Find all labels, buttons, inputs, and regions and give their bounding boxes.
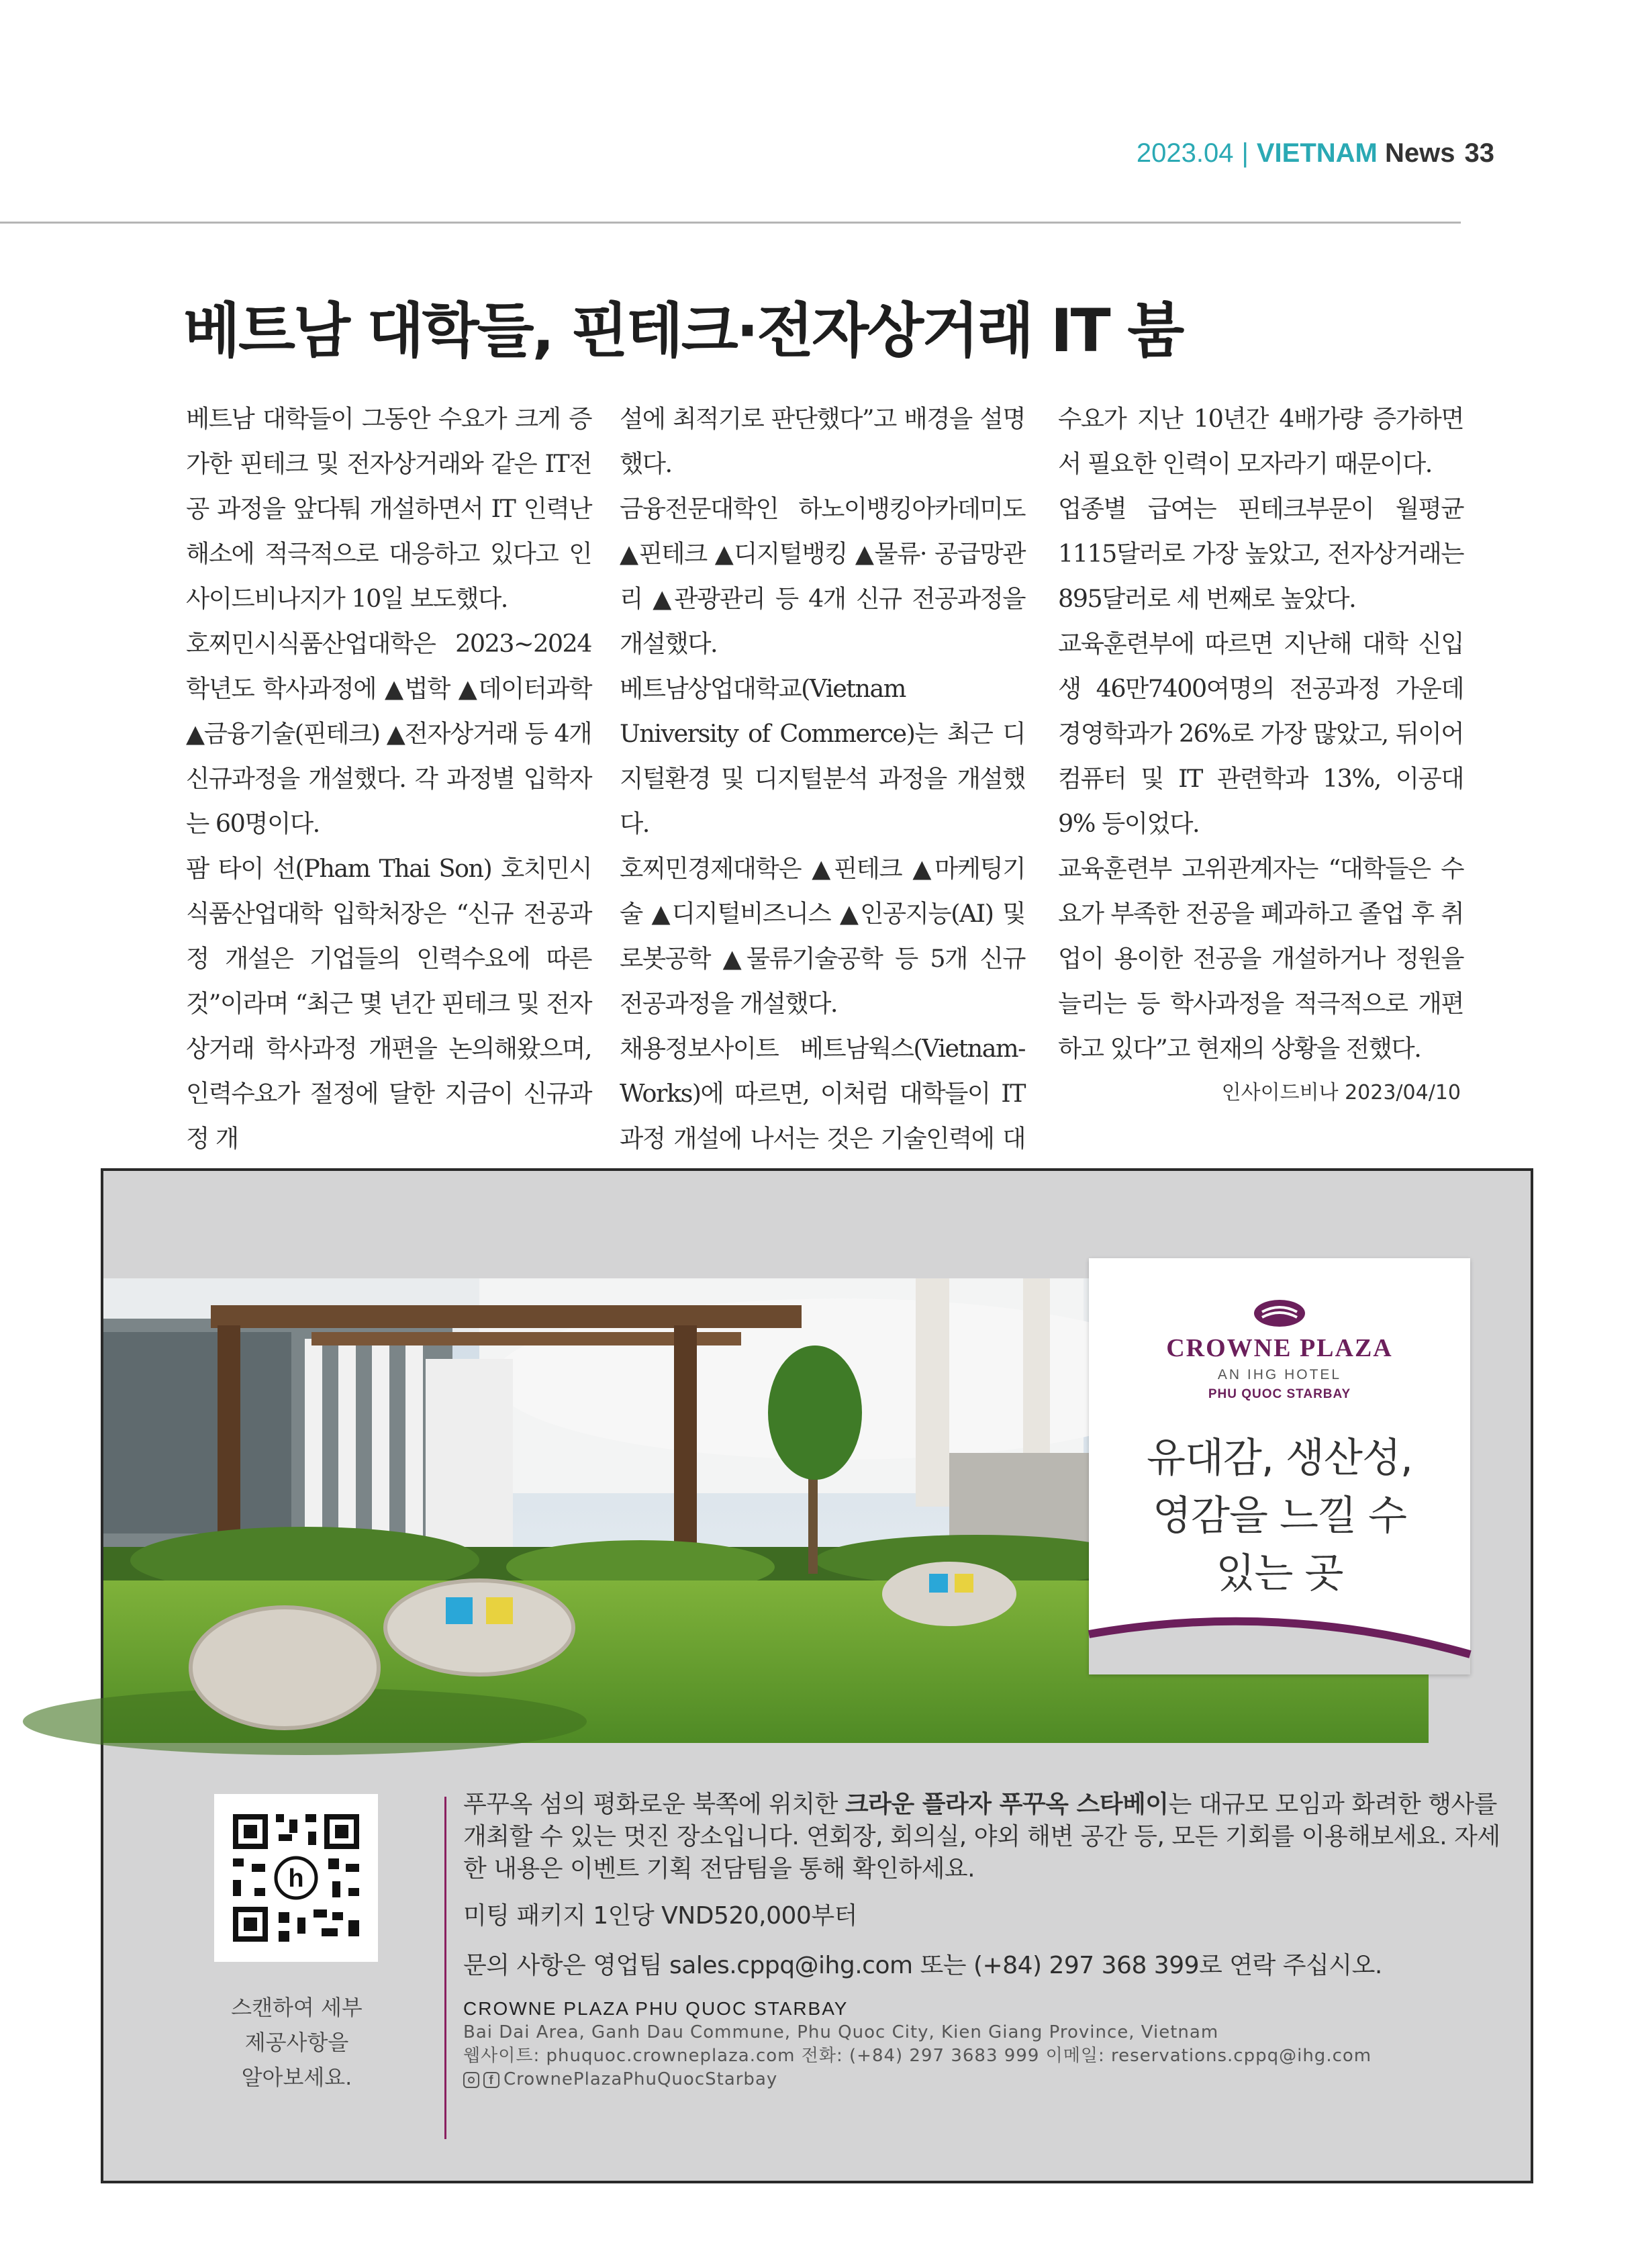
company-name: CROWNE PLAZA PHU QUOC STARBAY: [463, 1998, 849, 2019]
qr-code[interactable]: [214, 1794, 378, 1962]
crowne-plaza-logo-icon: [1253, 1298, 1306, 1328]
article-title: 베트남 대학들, 핀테크·전자상거래 IT 붐: [183, 296, 1183, 365]
paragraph: 베트남상업대학교(Vietnam University of Commerce)는 최근 디지털환경 및 디지털분석 과정을 개설했다.: [620, 674, 1025, 838]
qr-caption: 스캔하여 세부 제공사항을 알아보세요.: [231, 1995, 363, 2090]
social-handle[interactable]: CrownePlazaPhuQuocStarbay: [503, 2069, 778, 2089]
paragraph: 베트남 대학들이 그동안 수요가 크게 증가한 핀테크 및 전자상거래와 같은 IT전공 과정을 앞다퉈 개설하면서 IT 인력난 해소에 적극적으로 대응하고 있다고 인사이드비나지가 10일 보도했다.: [186, 404, 591, 613]
paragraph: 교육훈련부에 따르면 지난해 대학 신입생 46만7400여명의 전공과정 가운데 경영학과가 26%로 가장 많았고, 뒤이어 컴퓨터 및 IT 관련학과 13%, 이공대 9% 등이었다.: [1058, 629, 1463, 838]
section-news: News: [1385, 138, 1455, 168]
issue-date: 2023.04: [1136, 138, 1234, 168]
section-name: VIETNAM: [1256, 138, 1378, 168]
article-column-3: [1058, 396, 1463, 1121]
company-web-phone-email: 웹사이트: phuquoc.crowneplaza.com 전화: (+84) 297 3683 999 이메일: reservations.cppq@ihg.com: [463, 2046, 1372, 2066]
facebook-icon[interactable]: f: [483, 2072, 499, 2088]
paragraph: 호찌민시식품산업대학은 2023~2024학년도 학사과정에 ▲법학 ▲데이터과학 ▲금융기술(핀테크) ▲전자상거래 등 4개 신규과정을 개설했다. 각 과정별 입학자는 60명이다.: [186, 629, 591, 838]
header-rule: [0, 222, 1461, 224]
article-source: 인사이드비나 2023/04/10: [1221, 1081, 1461, 1104]
paragraph: 수요가 지난 10년간 4배가량 증가하면서 필요한 인력이 모자라기 때문이다.: [1058, 404, 1463, 478]
ad-text-block: [463, 1789, 1510, 2091]
paragraph: 업종별 급여는 핀테크부문이 월평균 1115달러로 가장 높았고, 전자상거래는 895달러로 세 번째로 높았다.: [1058, 494, 1463, 613]
paragraph: 설에 최적기로 판단했다”고 배경을 설명했다.: [620, 404, 1025, 478]
svg-text:h: h: [288, 1864, 304, 1893]
hotel-advertisement: [101, 1168, 1533, 2183]
paragraph: 채용정보사이트 베트남웍스(Vietnam-Works)에 따르면, 이처럼 대학들이 IT과정 개설에 나서는 것은 기술인력에 대: [620, 1034, 1025, 1153]
meeting-package: 미팅 패키지 1인당 VND520,000부터: [463, 1902, 857, 1930]
brand-name: CROWNE PLAZA: [1166, 1334, 1393, 1362]
description-text: 는 대규모 모임과 화려한 행사를 개최할 수 있는 멋진 장소입니다. 연회장, 회의실, 야외 해변 공간 등, 모든 기회를 이용해보세요. 자세한 내용은 이벤트 기획 전담팀을 통해 확인하세요.: [463, 1791, 1500, 1883]
header-separator: |: [1241, 138, 1249, 168]
brand-subtitle: AN IHG HOTEL: [1217, 1367, 1342, 1382]
divider-line: [444, 1797, 446, 2139]
description-text: 푸꾸옥 섬의 평화로운 북쪽에 위치한: [463, 1791, 845, 1818]
hotel-name-highlight: 크라운 플라자 푸꾸옥 스타베이: [845, 1791, 1169, 1818]
instagram-icon[interactable]: [463, 2072, 479, 2088]
purple-swoosh-decoration: [1089, 1607, 1470, 1674]
ad-tagline: 유대감, 생산성, 영감을 느낄 수 있는 곳: [1147, 1435, 1412, 1597]
contact-info: 문의 사항은 영업팀 sales.cppq@ihg.com 또는 (+84) 297 368 399로 연락 주십시오.: [463, 1952, 1382, 1979]
article-column-1: [186, 396, 591, 1153]
paragraph: 교육훈련부 고위관계자는 “대학들은 수요가 부족한 전공을 폐과하고 졸업 후 취업이 용이한 전공을 개설하거나 정원을 늘리는 등 학사과정을 적극적으로 개편하고 있다”고 현재의 상황을 전했다.: [1058, 854, 1463, 1063]
article-column-2: [620, 396, 1025, 1153]
brand-card: [1089, 1258, 1470, 1674]
paragraph: 호찌민경제대학은 ▲핀테크 ▲마케팅기술 ▲디지털비즈니스 ▲인공지능(AI) 및 로봇공학 ▲물류기술공학 등 5개 신규 전공과정을 개설했다.: [620, 854, 1025, 1018]
social-handle-row: [463, 2068, 1510, 2091]
ad-description: [463, 1789, 1510, 1885]
page-header: [0, 129, 1494, 177]
paragraph: 팜 타이 선(Pham Thai Son) 호치민시식품산업대학 입학처장은 “신규 전공과정 개설은 기업들의 인력수요에 따른 것”이라며 “최근 몇 년간 핀테크 및 전자상거래 학사과정 개편을 논의해왔으며, 인력수요가 절정에 달한 지금이 신규과정 개: [186, 854, 591, 1153]
paragraph: 금융전문대학인 하노이뱅킹아카데미도 ▲핀테크 ▲디지털뱅킹 ▲물류· 공급망관리 ▲관광관리 등 4개 신규 전공과정을 개설했다.: [620, 494, 1025, 658]
page-number: 33: [1464, 138, 1494, 168]
brand-location: PHU QUOC STARBAY: [1208, 1387, 1351, 1401]
company-address: Bai Dai Area, Ganh Dau Commune, Phu Quoc City, Kien Giang Province, Vietnam: [463, 2022, 1219, 2042]
